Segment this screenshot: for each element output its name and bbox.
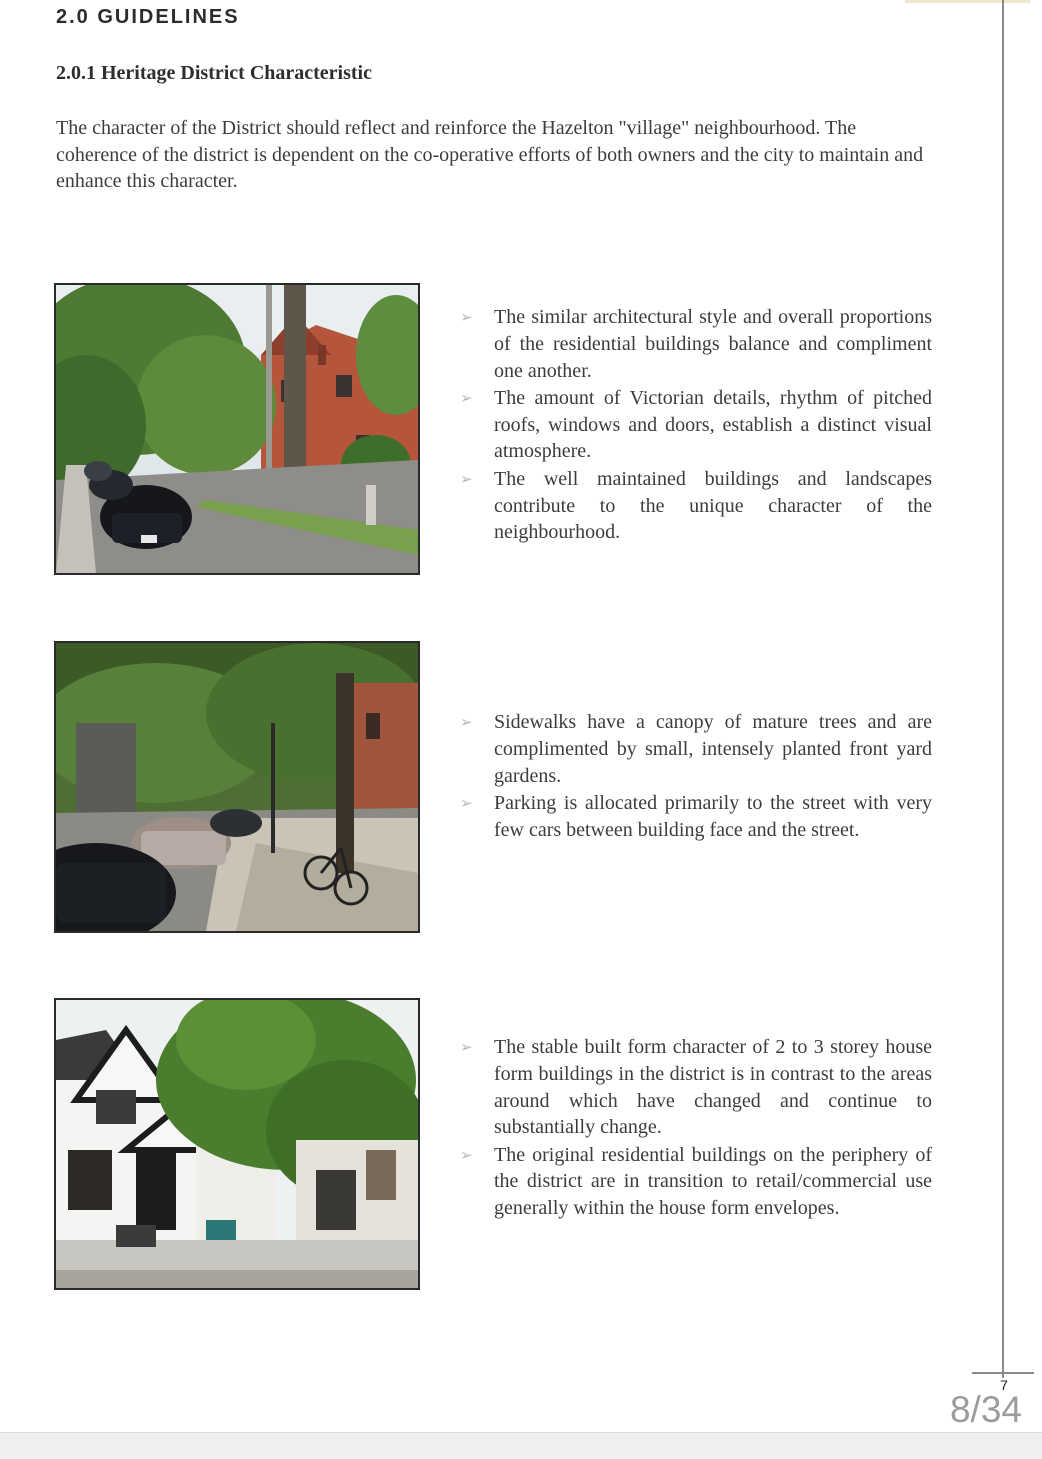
- arrowhead-bullet-icon: ➢: [460, 1038, 473, 1056]
- bullet-item: [458, 1142, 932, 1222]
- bullet-text: Parking is allocated primarily to the street with very few cars between building face and the street.: [494, 791, 932, 841]
- arrowhead-bullet-icon: ➢: [460, 469, 473, 488]
- arrowhead-bullet-icon: ➢: [460, 793, 473, 812]
- arrowhead-bullet-icon: ➢: [460, 308, 473, 326]
- shopfront-houses-photo: [54, 998, 420, 1290]
- page-number: 7: [1000, 1377, 1008, 1393]
- bullet-item: [458, 709, 932, 789]
- bullet-text: The stable built form character of 2 to 3 storey house form buildings in the district is in contrast to the areas around which have changed and continue to substantially change.: [494, 1036, 932, 1139]
- arrowhead-bullet-icon: ➢: [460, 1145, 473, 1164]
- bullet-text: The well maintained buildings and landscapes contribute to the unique character of the neighbourhood.: [494, 467, 932, 544]
- bullet-item: [458, 385, 932, 465]
- intro-paragraph: The character of the District should reflect and reinforce the Hazelton "village" neighbourhood. The coherence of the district is dependent on the co-operative efforts of both owners and the city to maintain and enhance this character.: [56, 117, 924, 192]
- bullet-item: [458, 1034, 932, 1141]
- bullet-list-3: [458, 1034, 932, 1223]
- street-houses-photo: [54, 283, 420, 575]
- bullet-text: The original residential buildings on the periphery of the district are in transition to retail/commercial use generally within the house form envelopes.: [494, 1143, 932, 1220]
- bullet-item: [458, 304, 932, 384]
- margin-rule: [1002, 0, 1004, 1378]
- bullet-text: The amount of Victorian details, rhythm of pitched roofs, windows and doors, establish a distinct visual atmosphere.: [494, 386, 932, 463]
- bullet-text: The similar architectural style and overall proportions of the residential buildings balance and compliment one another.: [494, 306, 932, 382]
- section-title: 2.0 GUIDELINES: [56, 6, 240, 28]
- arrowhead-bullet-icon: ➢: [460, 713, 473, 731]
- arrowhead-bullet-icon: ➢: [460, 388, 473, 407]
- bullet-list-2: [458, 709, 932, 844]
- bullet-item: [458, 466, 932, 546]
- bullet-item: [458, 790, 932, 844]
- tree-canopy-sidewalk-photo: [54, 641, 420, 933]
- viewer-bottom-bar: [0, 1432, 1042, 1459]
- subsection-title: 2.0.1 Heritage District Characteristic: [56, 62, 372, 84]
- bullet-list-1: [458, 304, 932, 547]
- top-accent-strip: [905, 0, 1030, 3]
- bullet-text: Sidewalks have a canopy of mature trees and are complimented by small, intensely planted front yard gardens.: [494, 711, 932, 787]
- page-counter: 8/34: [949, 1389, 1022, 1430]
- footer-rule: [972, 1372, 1034, 1374]
